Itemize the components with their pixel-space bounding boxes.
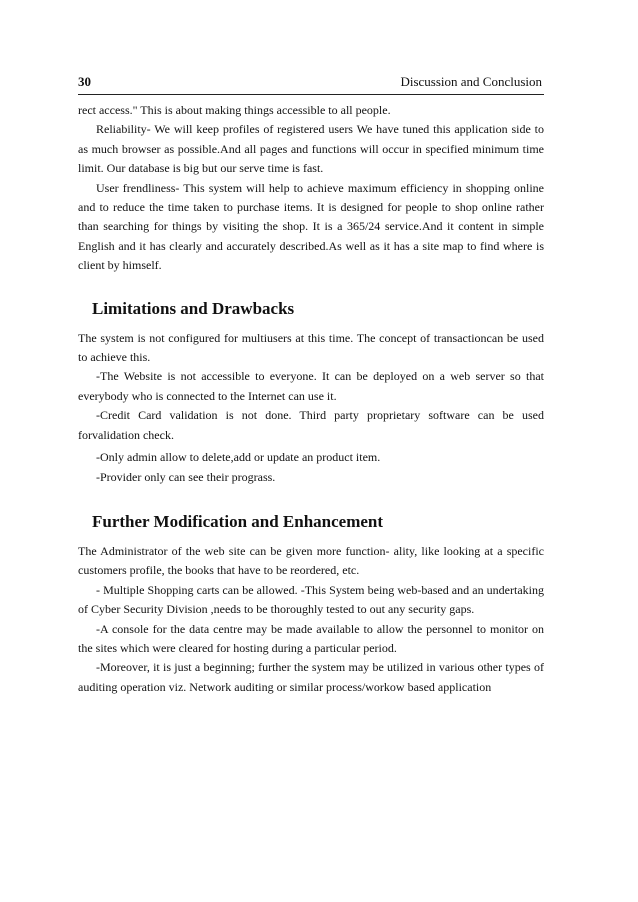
body-paragraph: -The Website is not accessible to everyone. It can be deployed on a web server so that everybody who is connected to the Internet can use it. (78, 369, 544, 403)
body-paragraph: The Administrator of the web site can be given more function- ality, like looking at a specific customers profile, the books that have to be reordered, etc. (78, 543, 544, 578)
body-paragraph: User frendliness- This system will help to achieve maximum efficiency in shopping online and to reduce the time taken to purchase items. It is designed for people to shop online rather than searching for things by visiting the shop. It is a 365/24 service.And it content in simple English and it has clearly and accurately described.As well as it has a site map to find where is client by himself. (78, 180, 544, 273)
body-paragraph: -Provider only can see their prograss. (96, 469, 276, 484)
page-header (78, 72, 544, 95)
body-paragraph: rect access." This is about making things accessible to all people. (78, 103, 391, 117)
section-heading-further-modification: Further Modification and Enhancement (92, 511, 384, 531)
section-heading-limitations: Limitations and Drawbacks (92, 298, 295, 318)
body-paragraph: -A console for the data centre may be made available to allow the personnel to monitor on the sites which were cleared for hosting during a particular period. (78, 621, 544, 655)
body-paragraph: - Multiple Shopping carts can be allowed. -This System being web-based and an undertaking of Cyber Security Division ,needs to be thoroughly tested to out any security gaps. (78, 582, 544, 617)
body-paragraph: -Only admin allow to delete,add or update an product item. (96, 450, 381, 465)
body-paragraph: -Credit Card validation is not done. Third party proprietary software can be used forvalidation check. (78, 408, 544, 442)
body-paragraph: Reliability- We will keep profiles of registered users We have tuned this application side to as much browser as possible.And all pages and functions will occur in specified minimum time limit. Our database is big but our serve time is fast. (78, 122, 544, 176)
page-number: 30 (78, 74, 91, 89)
body-paragraph: The system is not configured for multiusers at this time. The concept of transactioncan be used to achieve this. (78, 330, 544, 365)
running-head: Discussion and Conclusion (400, 74, 542, 89)
page-body (78, 101, 544, 697)
body-paragraph: -Moreover, it is just a beginning; further the system may be utilized in various other types of auditing operation viz. Network auditing or similar process/workow based application (78, 660, 544, 694)
